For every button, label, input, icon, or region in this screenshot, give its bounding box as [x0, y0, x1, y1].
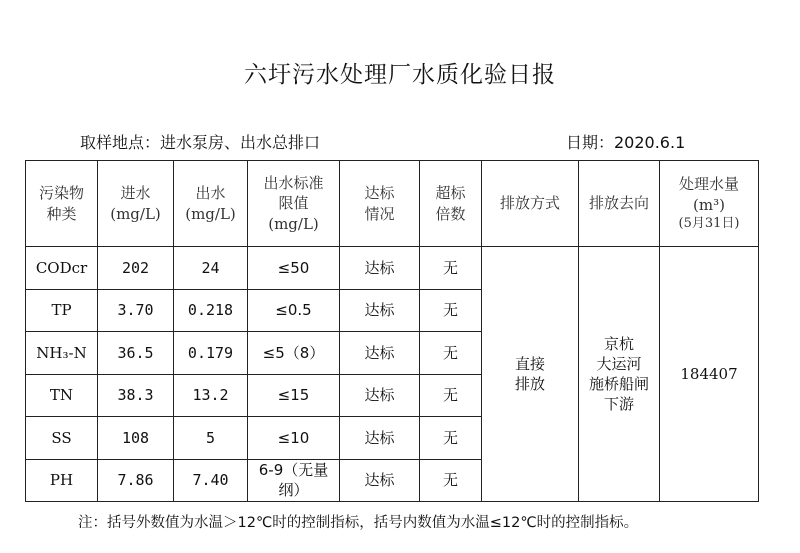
inflow-cell: 36.5	[98, 332, 174, 375]
table-row	[26, 247, 759, 290]
header-outflow: 出水 (mg/L)	[174, 161, 248, 247]
param-cell: SS	[26, 417, 98, 460]
header-param: 污染物 种类	[26, 161, 98, 247]
param-cell: PH	[26, 459, 98, 502]
header-destination: 排放去向	[579, 161, 660, 247]
exceed-cell: 无	[420, 289, 482, 332]
limit-cell: 6-9（无量纲）	[248, 459, 340, 502]
treated-volume-cell: 184407	[660, 247, 759, 502]
limit-cell: ≤10	[248, 417, 340, 460]
inflow-cell: 3.70	[98, 289, 174, 332]
header-inflow: 进水 (mg/L)	[98, 161, 174, 247]
param-cell: NH₃-N	[26, 332, 98, 375]
sampling-location: 取样地点：进水泵房、出水总排口	[80, 133, 321, 152]
outflow-cell: 0.179	[174, 332, 248, 375]
limit-cell: ≤50	[248, 247, 340, 290]
status-cell: 达标	[340, 289, 420, 332]
inflow-cell: 108	[98, 417, 174, 460]
outflow-cell: 0.218	[174, 289, 248, 332]
exceed-cell: 无	[420, 374, 482, 417]
outflow-cell: 5	[174, 417, 248, 460]
exceed-cell: 无	[420, 459, 482, 502]
status-cell: 达标	[340, 247, 420, 290]
param-cell: TN	[26, 374, 98, 417]
discharge-destination-cell: 京杭 大运河 施桥船闸 下游	[579, 247, 660, 502]
outflow-cell: 24	[174, 247, 248, 290]
header-volume: 处理水量 (m³) (5月31日)	[660, 161, 759, 247]
status-cell: 达标	[340, 332, 420, 375]
header-row	[26, 161, 759, 247]
status-cell: 达标	[340, 417, 420, 460]
outflow-cell: 13.2	[174, 374, 248, 417]
water-quality-table	[25, 160, 759, 502]
param-cell: CODcr	[26, 247, 98, 290]
discharge-method-cell: 直接 排放	[482, 247, 579, 502]
limit-cell: ≤5（8）	[248, 332, 340, 375]
exceed-cell: 无	[420, 332, 482, 375]
inflow-cell: 7.86	[98, 459, 174, 502]
report-title: 六圩污水处理厂水质化验日报	[244, 62, 556, 88]
status-cell: 达标	[340, 374, 420, 417]
header-limit: 出水标准 限值 (mg/L)	[248, 161, 340, 247]
param-cell: TP	[26, 289, 98, 332]
status-cell: 达标	[340, 459, 420, 502]
footnote: 注：括号外数值为水温＞12℃时的控制指标，括号内数值为水温≤12℃时的控制指标。	[78, 515, 639, 531]
outflow-cell: 7.40	[174, 459, 248, 502]
limit-cell: ≤0.5	[248, 289, 340, 332]
header-method: 排放方式	[482, 161, 579, 247]
header-status: 达标 情况	[340, 161, 420, 247]
report-date: 日期：2020.6.1	[566, 133, 686, 152]
limit-cell: ≤15	[248, 374, 340, 417]
header-exceed: 超标 倍数	[420, 161, 482, 247]
exceed-cell: 无	[420, 247, 482, 290]
inflow-cell: 38.3	[98, 374, 174, 417]
exceed-cell: 无	[420, 417, 482, 460]
inflow-cell: 202	[98, 247, 174, 290]
